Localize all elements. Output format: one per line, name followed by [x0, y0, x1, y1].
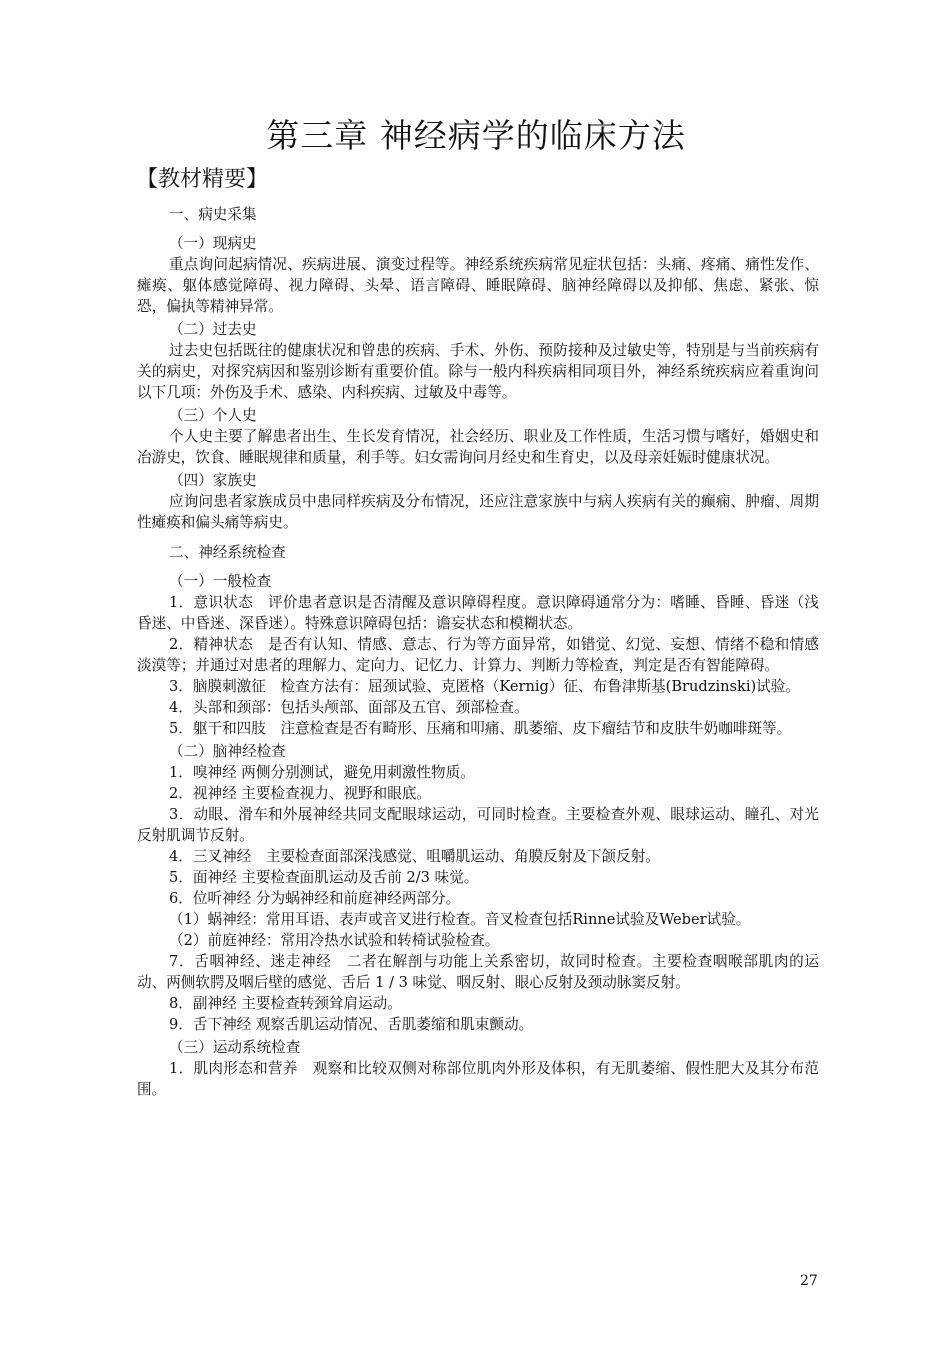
- subsection-heading: （一）现病史: [169, 235, 257, 252]
- paragraph: 5．面神经 主要检查面肌运动及舌前 2/3 味觉。: [169, 869, 479, 886]
- subsection-heading: （一）一般检查: [169, 573, 272, 590]
- paragraph: 2．视神经 主要检查视力、视野和眼底。: [169, 785, 432, 802]
- subsection-heading: （三）个人史: [169, 407, 257, 424]
- subsection-heading: （四）家族史: [169, 472, 257, 489]
- paragraph: 重点询问起病情况、疾病进展、演变过程等。神经系统疾病常见症状包括：头痛、疼痛、痛性发作、瘫痪、躯体感觉障碍、视力障碍、头晕、语言障碍、睡眠障碍、脑神经障碍以及抑郁、焦虑、紧张、惊恐，偏执等精神异常。: [137, 256, 819, 315]
- paragraph: 5．躯干和四肢 注意检查是否有畸形、压痛和叩痛、肌萎缩、皮下瘤结节和皮肤牛奶咖啡斑等。: [169, 720, 792, 737]
- paragraph: 8．副神经 主要检查转颈耸肩运动。: [169, 995, 402, 1012]
- paragraph: （2）前庭神经：常用冷热水试验和转椅试验检查。: [169, 932, 500, 949]
- paragraph: （1）蜗神经：常用耳语、表声或音叉进行检查。音叉检查包括Rinne试验及Weber试验。: [169, 911, 751, 928]
- paragraph: 7．舌咽神经、迷走神经 二者在解剖与功能上关系密切，故同时检查。主要检查咽喉部肌肉的运动、两侧软腭及咽后壁的感觉、舌后 1 / 3 味觉、咽反射、眼心反射及颈动脉窦反射。: [137, 953, 819, 991]
- paragraph: 2．精神状态 是否有认知、情感、意志、行为等方面异常，如错觉、幻觉、妄想、情绪不稳和情感淡漠等；并通过对患者的理解力、定向力、记忆力、计算力、判断力等检查，判定是否有智能障碍。: [137, 636, 819, 674]
- paragraph: 3．脑膜刺激征 检查方法有：屈颈试验、克匿格（Kernig）征、布鲁津斯基(Brudzinski)试验。: [169, 678, 800, 695]
- paragraph: 6．位听神经 分为蜗神经和前庭神经两部分。: [169, 890, 461, 907]
- paragraph: 4．头部和颈部：包括头颅部、面部及五官、颈部检查。: [169, 699, 529, 716]
- paragraph: 个人史主要了解患者出生、生长发育情况，社会经历、职业及工作性质，生活习惯与嗜好，婚姻史和冶游史，饮食、睡眠规律和质量，利手等。妇女需询问月经史和生育史，以及母亲妊娠时健康状况。: [137, 428, 819, 466]
- subsection-heading: （二）过去史: [169, 321, 257, 338]
- page-number: 27: [800, 1273, 818, 1289]
- paragraph: 9．舌下神经 观察舌肌运动情况、舌肌萎缩和肌束颤动。: [169, 1016, 534, 1033]
- section-heading: 二、神经系统检查: [169, 544, 286, 561]
- subsection-heading: （三）运动系统检查: [169, 1039, 301, 1056]
- paragraph: 1．意识状态 评价患者意识是否清醒及意识障碍程度。意识障碍通常分为：嗜睡、昏睡、昏迷（浅昏迷、中昏迷、深昏迷）。特殊意识障碍包括：谵妄状态和模糊状态。: [137, 594, 819, 632]
- paragraph: 1．嗅神经 两侧分别测试，避免用刺激性物质。: [169, 764, 475, 781]
- subsection-heading: （二）脑神经检查: [169, 743, 286, 760]
- paragraph: 4．三叉神经 主要检查面部深浅感觉、咀嚼肌运动、角膜反射及下颌反射。: [169, 848, 660, 865]
- document-body: [137, 204, 819, 1100]
- chapter-title: 第三章 神经病学的临床方法: [266, 116, 686, 155]
- paragraph: 应询问患者家族成员中患同样疾病及分布情况，还应注意家族中与病人疾病有关的癫痫、肿瘤、周期性瘫痪和偏头痛等病史。: [137, 493, 819, 531]
- paragraph: 1．肌肉形态和营养 观察和比较双侧对称部位肌肉外形及体积，有无肌萎缩、假性肥大及其分布范围。: [137, 1060, 819, 1098]
- paragraph: 3．动眼、滑车和外展神经共同支配眼球运动，可同时检查。主要检查外观、眼球运动、瞳孔、对光反射肌调节反射。: [137, 806, 819, 844]
- section-label: 【教材精要】: [136, 167, 269, 192]
- section-heading: 一、病史采集: [169, 206, 257, 223]
- paragraph: 过去史包括既往的健康状况和曾患的疾病、手术、外伤、预防接种及过敏史等，特别是与当前疾病有关的病史，对探究病因和鉴别诊断有重要价值。除与一般内科疾病相同项目外，神经系统疾病应着重询问以下几项：外伤及手术、感染、内科疾病、过敏及中毒等。: [137, 342, 819, 401]
